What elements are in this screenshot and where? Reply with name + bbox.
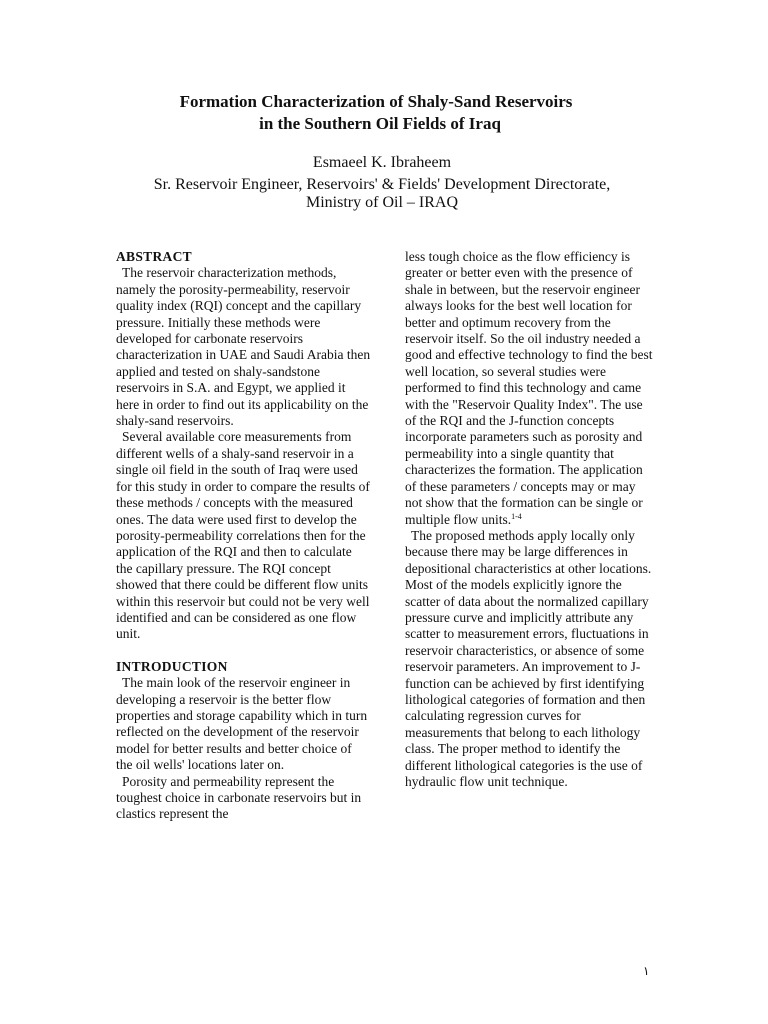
introduction-paragraph-4: The proposed methods apply locally only because there may be large differences in depositional characteristics at other locations. Most of the models explicitly ignore the scatter of data about the normalized capillary pressure curve and implicitly attribute any scatter to measurement errors, fluctuations in reservoir characteristics, or absence of some reservoir parameters. An improvement to J-function can be achieved by first identifying lithological categories of formation and then calculating regression curves for measurements that belong to each lithology class. The proper method to identify the different lithological categories is the use of hydraulic flow unit technique. — [405, 527, 652, 789]
left-column — [116, 249, 371, 823]
reference-superscript: 1-4 — [511, 511, 522, 521]
author-name: Esmaeel K. Ibraheem — [312, 154, 452, 171]
introduction-heading: INTRODUCTION — [116, 658, 228, 674]
right-column — [405, 249, 655, 790]
abstract-heading: ABSTRACT — [116, 249, 192, 264]
page-number: ١ — [643, 964, 650, 978]
introduction-paragraph-1: The main look of the reservoir engineer in developing a reservoir is the better flow properties and storage capability which in turn reflected on the development of the reservoir model for better results and better choice of the oil wells' locations later on. — [116, 675, 368, 773]
author-affiliation-line-2: Ministry of Oil – IRAQ — [306, 194, 458, 211]
abstract-paragraph-2: Several available core measurements from different wells of a shaly-sand reservoir in a single oil field in the south of Iraq were used for this study in order to compare the results of these methods / concepts with the measured ones. The data were used first to develop the porosity-permeability correlations then for the application of the RQI and then to calculate the capillary pressure. The RQI concept showed that there could be different flow units within this reservoir but could not be very well identified and can be considered as one flow unit. — [116, 429, 370, 642]
paper-title-line-2: in the Southern Oil Fields of Iraq — [259, 114, 501, 133]
introduction-paragraph-3-text: less tough choice as the flow efficiency is greater or better even with the presence of shale in between, but the reservoir engineer always looks for the best well location for better and optimum recovery from the reservoir itself. So the oil industry needed a good and effective technology to find the best well location, so several studies were performed to find this technology and came with the "Reservoir Quality Index". The use of the RQI and the J-function concepts incorporate parameters such as porosity and permeability into a single quantity that characterizes the formation. The application of these parameters / concepts may or may not show that the formation can be single or multiple flow units. — [405, 249, 653, 527]
introduction-paragraph-2: Porosity and permeability represent the toughest choice in carbonate reservoirs but in clastics represent the — [116, 773, 362, 822]
author-affiliation-line-1: Sr. Reservoir Engineer, Reservoirs' & Fields' Development Directorate, — [153, 176, 611, 193]
introduction-paragraph-3 — [405, 249, 655, 528]
paper-title-line-1: Formation Characterization of Shaly-Sand Reservoirs — [179, 92, 573, 111]
abstract-paragraph-1: The reservoir characterization methods, namely the porosity-permeability, reservoir quality index (RQI) concept and the capillary pressure. Initially these methods were developed for carbonate reservoirs characterization in UAE and Saudi Arabia then applied and tested on shaly-sandstone reservoirs in S.A. and Egypt, we applied it here in order to find out its applicability on the shaly-sand reservoirs. — [116, 265, 371, 429]
section-gap — [116, 643, 371, 659]
